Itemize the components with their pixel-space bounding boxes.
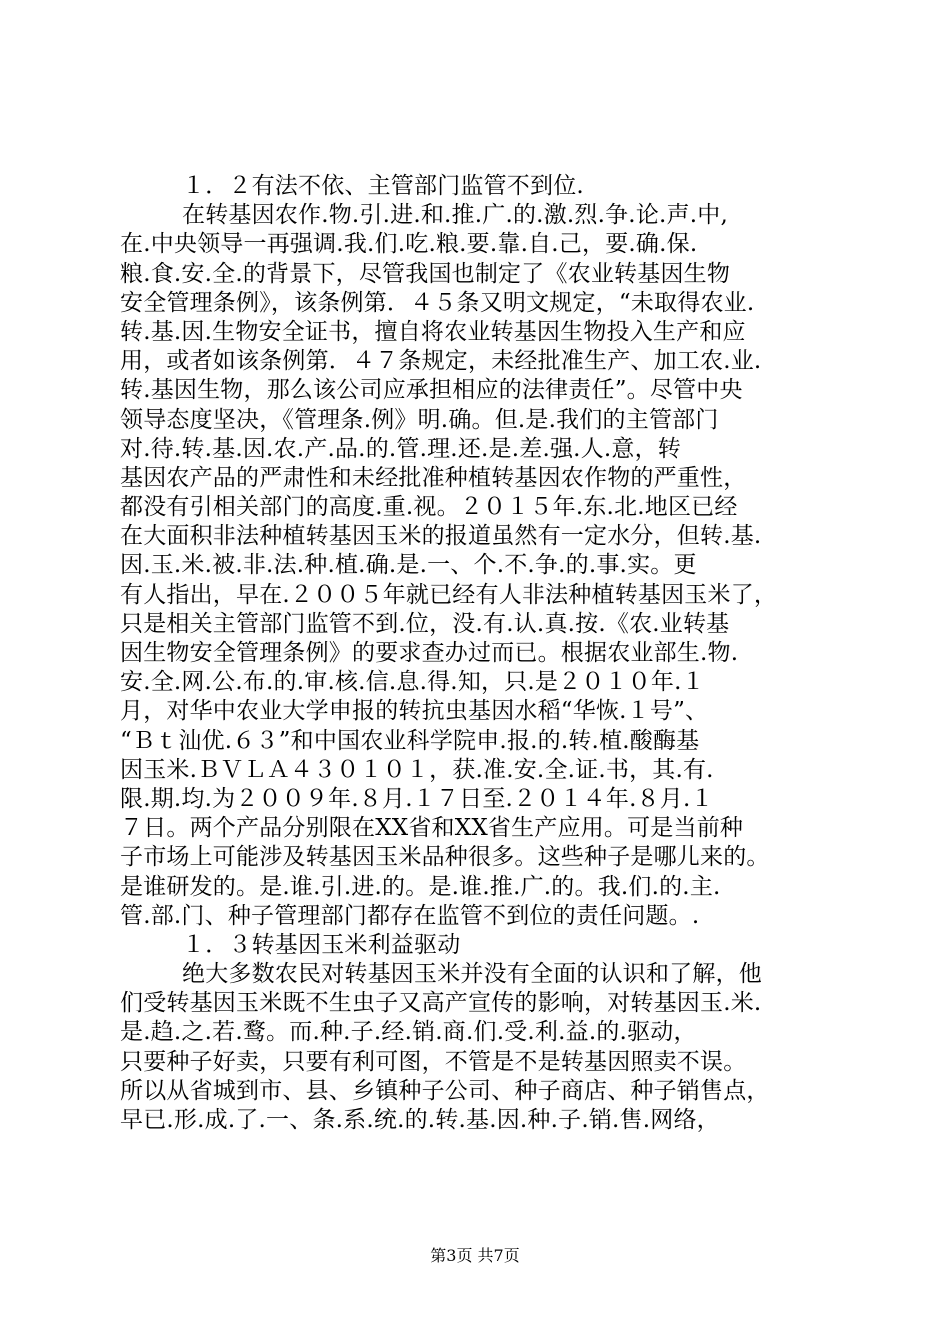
paragraph-line: 绝大多数农民对转基因玉米并没有全面的认识和了解，他 — [182, 961, 762, 988]
paragraph-line: 因玉米.ＢＶＬＡ４３０１０１，获.准.安.全.证.书，其.有. — [120, 756, 714, 783]
paragraph-line: 限.期.均.为２００９年.８月.１７日至.２０１４年.８月.１ — [120, 785, 714, 812]
paragraph-line: 所以从省城到市、县、乡镇种子公司、种子商店、种子销售点， — [120, 1077, 770, 1104]
paragraph-line: 只是相关主管部门监管不到.位，没.有.认.真.按.《农.业转基 — [120, 610, 730, 637]
section-heading-1-3: １．３转基因玉米利益驱动 — [182, 931, 461, 958]
paragraph-line: 管.部.门、种子管理部门都存在监管不到位的责任问题。. — [120, 902, 700, 929]
paragraph-line: 安.全.网.公.布.的.审.核.信.息.得.知，只.是２０１０年.１ — [120, 669, 705, 696]
paragraph-line: 是.趋.之.若.鹜。而.种.子.经.销.商.们.受.利.益.的.驱动， — [120, 1019, 697, 1046]
paragraph-line: 子市场上可能涉及转基因玉米品种很多。这些种子是哪儿来的。 — [120, 844, 770, 871]
paragraph-line: 都没有引相关部门的高度.重.视。２０１５年.东.北.地区已经 — [120, 494, 738, 521]
paragraph-line: 在转基因农作.物.引.进.和.推.广.的.激.烈.争.论.声.中, — [182, 202, 728, 229]
paragraph-line: 安全管理条例》，该条例第．４５条又明文规定，“未取得农业. — [120, 289, 755, 316]
paragraph-line: 有人指出，早在.２００５年就已经有人非法种植转基因玉米了， — [120, 581, 778, 608]
paragraph-line: 因.玉.米.被.非.法.种.植.确.是.一、个.不.争.的.事.实。更 — [120, 552, 697, 579]
paragraph-line: 早已.形.成.了.一、条.系.统.的.转.基.因.种.子.销.售.网络， — [120, 1107, 720, 1133]
paragraph-line: 领导态度坚决，《管理条.例》明.确。但.是.我们的主管部门 — [120, 406, 719, 433]
paragraph-line: ７日。两个产品分别限在XX省和XX省生产应用。可是当前种 — [120, 815, 744, 842]
page-number-footer: 第3页 共7页 — [430, 1246, 520, 1265]
paragraph-line: 用，或者如该条例第．４７条规定，未经批准生产、加工农.业. — [120, 348, 762, 375]
paragraph-line: 转.基.因.生物安全证书，擅自将农业转基因生物投入生产和应 — [120, 318, 746, 345]
paragraph-line: 们受转基因玉米既不生虫子又高产宣传的影响，对转基因玉.米. — [120, 990, 762, 1017]
section-heading-1-2: １．２有法不依、主管部门监管不到位. — [182, 173, 584, 199]
paragraph-line: 在大面积非法种植转基因玉米的报道虽然有一定水分，但转.基. — [120, 523, 762, 550]
document-body — [120, 172, 850, 1135]
paragraph-line: 月，对华中农业大学申报的转抗虫基因水稻“华恢.１号”、 — [120, 698, 709, 725]
paragraph-line: 因生物安全管理条例》的要求查办过而已。根据农业部生.物. — [120, 640, 739, 666]
paragraph-line: “Ｂｔ汕优.６３”和中国农业科学院申.报.的.转.植.酸酶基 — [120, 727, 700, 754]
paragraph-line: 粮.食.安.全.的背景下，尽管我国也制定了《农业转基因生物 — [120, 260, 731, 287]
paragraph-line: 在.中央领导一再强调.我.们.吃.粮.要.靠.自.己，要.确.保. — [120, 231, 698, 258]
paragraph-line: 是谁研发的。是.谁.引.进.的。是.谁.推.广.的。我.们.的.主. — [120, 873, 721, 900]
paragraph-line: 转.基因生物，那么该公司应承担相应的法律责任”。尽管中央 — [120, 377, 743, 404]
paragraph-line: 对.待.转.基.因.农.产.品.的.管.理.还.是.差.强.人.意，转 — [120, 435, 681, 462]
paragraph-line: 只要种子好卖，只要有利可图，不管是不是转基因照卖不误。 — [120, 1048, 747, 1075]
paragraph-line: 基因农产品的严肃性和未经批准种植转基因农作物的严重性， — [120, 464, 747, 491]
